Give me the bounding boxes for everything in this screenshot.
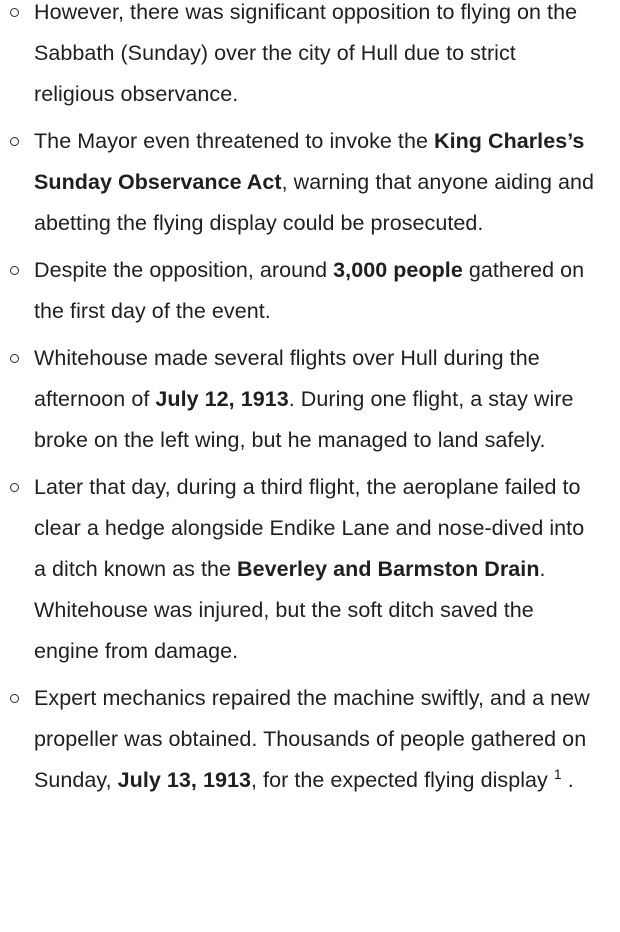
item-text: Whitehouse made several flights over Hull during the afternoon of bbox=[34, 346, 540, 411]
item-text: Expert mechanics repaired the machine swiftly, and a new propeller was obtained. Thousands of people gathered on Sunday, bbox=[34, 686, 590, 792]
item-text: . Whitehouse was injured, but the soft ditch saved the engine from damage. bbox=[34, 557, 546, 663]
item-text: . During one flight, a stay wire broke on the left wing, but he managed to land safely. bbox=[34, 387, 574, 452]
item-bold-text: Beverley and Barmston Drain bbox=[237, 557, 540, 581]
item-text: The Mayor even threatened to invoke the bbox=[34, 129, 434, 153]
item-text: , warning that anyone aiding and abetting the flying display could be prosecuted. bbox=[34, 170, 594, 235]
hollow-circle-bullet-icon bbox=[10, 137, 19, 146]
list-item bbox=[0, 250, 620, 332]
hollow-circle-bullet-icon bbox=[10, 694, 19, 703]
item-text: Despite the opposition, around bbox=[34, 258, 334, 282]
item-bold-text: July 13, 1913 bbox=[117, 768, 252, 792]
hollow-circle-bullet-icon bbox=[10, 483, 19, 492]
list-item bbox=[0, 0, 620, 115]
hollow-circle-bullet-icon bbox=[10, 354, 19, 363]
hollow-circle-bullet-icon bbox=[10, 8, 19, 17]
item-text: gathered on the first day of the event. bbox=[34, 258, 585, 323]
item-text: Later that day, during a third flight, the aeroplane failed to clear a hedge alongside Endike Lane and nose-dived into a ditch known as the bbox=[34, 475, 585, 581]
item-bold-text: July 12, 1913 bbox=[155, 387, 289, 411]
item-text: However, there was significant opposition to flying on the Sabbath (Sunday) over the city of Hull due to strict religious observance. bbox=[34, 0, 578, 106]
list-item bbox=[0, 121, 620, 244]
hollow-circle-bullet-icon bbox=[10, 266, 19, 275]
list-item bbox=[0, 678, 620, 801]
item-bold-text: 3,000 people bbox=[333, 258, 463, 282]
list-item bbox=[0, 338, 620, 461]
citation-reference-link[interactable]: 1 bbox=[553, 766, 562, 782]
item-text: , for the expected flying display bbox=[251, 768, 548, 792]
item-text: . bbox=[567, 768, 574, 792]
list-item bbox=[0, 467, 620, 672]
item-bold-text: King Charles’s Sunday Observance Act bbox=[34, 129, 585, 194]
